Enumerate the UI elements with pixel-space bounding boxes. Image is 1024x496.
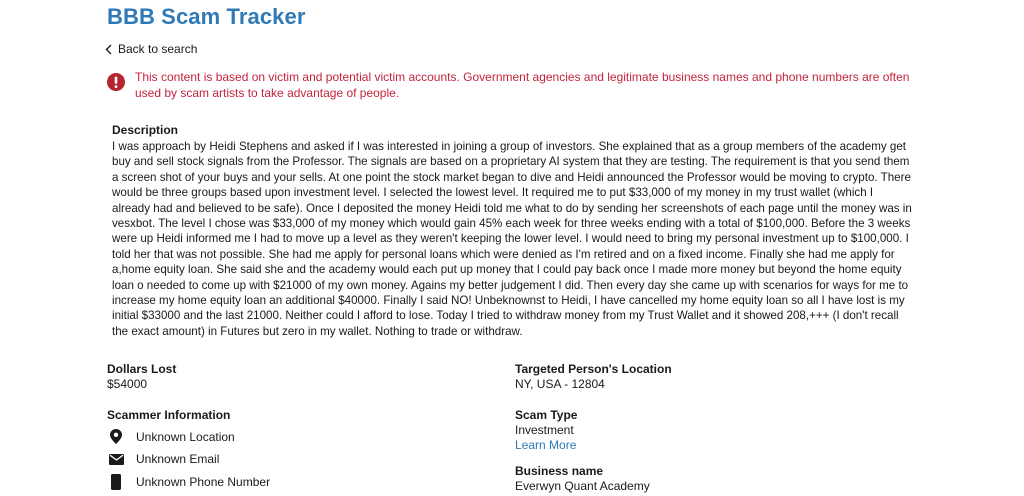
scammer-phone: Unknown Phone Number <box>136 475 271 489</box>
envelope-icon <box>109 454 124 465</box>
dollars-lost-label: Dollars Lost <box>107 362 177 376</box>
learn-more-link[interactable]: Learn More <box>515 438 577 452</box>
business-name-value: Everwyn Quant Academy <box>515 479 650 493</box>
business-name-field <box>515 464 650 494</box>
scammer-phone-row <box>107 474 270 490</box>
description-label: Description <box>112 123 179 137</box>
exclamation-circle-icon <box>107 73 125 91</box>
scammer-location: Unknown Location <box>136 429 235 444</box>
targeted-location-field <box>515 362 672 392</box>
scam-type-field <box>515 408 577 453</box>
scammer-email: Unknown Email <box>136 452 220 466</box>
description-section <box>112 123 914 339</box>
description-text: I was approach by Heidi Stephens and asked if I was interested in joining a group of investors. She explained that as a group members of the academy get buy and sell stock signals from the Professor. The signals are based on a proprietary AI system that they are testing. The requirement is that you send them a screen shot of your buys and your sells. At one point the stock market began to dive and Heidi announced the Professor would be moving to crypto. There would be three groups based upon investment level. I selected the lowest level. It required me to put $33,000 of my money in my trust wallet (which I already had and believed to be safe). Once I deposited the money Heidi told me what to do by sending her screenshots of each page until the money was in vesxbot. The level I chose was $33,000 of my money which would gain 45% each week for three weeks ending with a total of $100,000. Before the 3 weeks were up Heidi informed me I had to move up a level as they weren't keeping the lower level. I would need to bring my personal investment up to $100,000. I told her that was not possible. She had me apply for personal loans which were denied as I'm retired and on a fixed income. Finally she had me apply for a,home equity loan. She said she and the academy would each put up money that I could pay back once I made more money but beyond the home equity loan o needed to come up with $21000 of my own money. Agains my better judgement I did. Then every day she came up with scenarios for ways for me to increase my home equity loan an additional $40000. Finally I said NO! Unbeknownst to Heidi, I have cancelled my home equity loan so all I have lost is my initial $33000 and the last 21000. Neither could I afford to lose. Today I tried to withdraw money from my Trust Wallet and it showed 208,+++ (I don't recall the exact amount) in Futures but zero in my wallet. Nothing to trade or withdraw. <box>112 140 912 338</box>
phone-icon <box>111 474 121 490</box>
scam-type-value: Investment <box>515 423 574 437</box>
dollars-lost-field <box>107 362 176 392</box>
targeted-location-value: NY, USA - 12804 <box>515 377 605 391</box>
scammer-info-label: Scammer Information <box>107 408 231 422</box>
scammer-email-row <box>107 452 219 466</box>
page-title: BBB Scam Tracker <box>107 4 306 29</box>
targeted-location-label: Targeted Person's Location <box>515 362 672 376</box>
map-pin-icon <box>110 429 122 444</box>
back-to-search-label: Back to search <box>118 42 198 56</box>
dollars-lost-value: $54000 <box>107 377 148 391</box>
business-name-label: Business name <box>515 464 604 478</box>
chevron-left-icon <box>105 44 112 55</box>
back-to-search-link[interactable] <box>105 42 197 56</box>
disclaimer-alert <box>107 69 927 101</box>
scammer-location-row <box>107 429 235 444</box>
disclaimer-text: This content is based on victim and potential victim accounts. Government agencies and legitimate business names and phone numbers are often used by scam artists to take advantage of people. <box>135 70 910 100</box>
scam-type-label: Scam Type <box>515 408 578 422</box>
scammer-info-heading <box>107 408 230 423</box>
